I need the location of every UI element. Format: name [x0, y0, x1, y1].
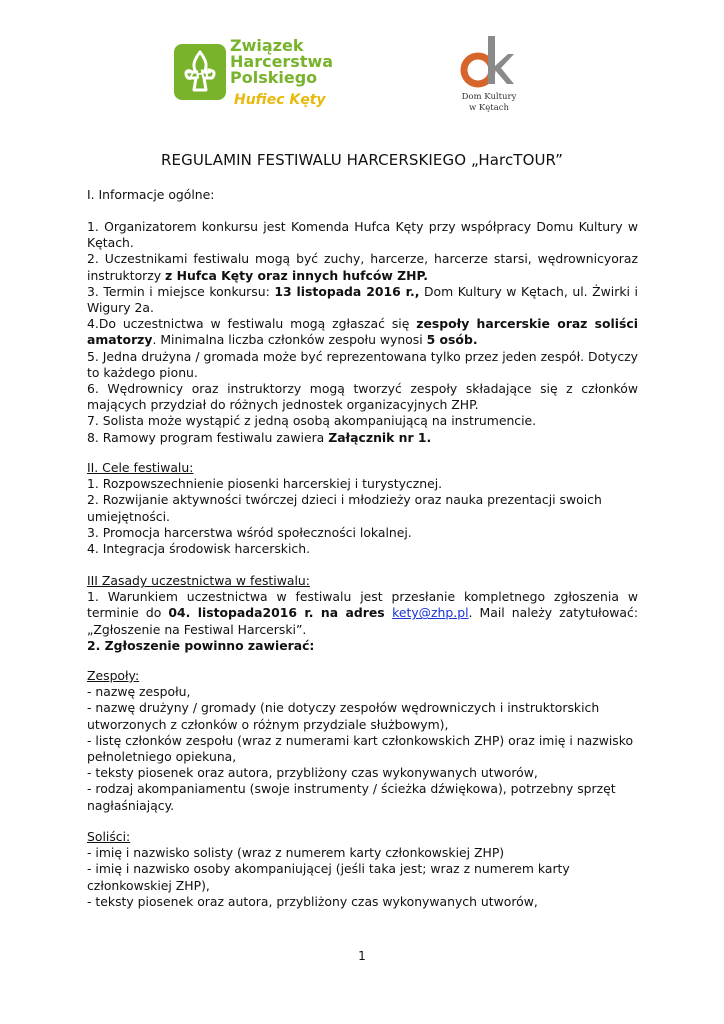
section-1-heading: I. Informacje ogólne:	[87, 187, 215, 202]
zhp-hufiec-kety-logo	[174, 38, 344, 118]
zhp-badge-text: ZHP	[186, 65, 214, 84]
section-1-point-7: 7. Solista może wystąpić z jedną osobą akompaniującą na instrumencie.	[87, 413, 537, 429]
zespoly-item: - rodzaj akompaniamentu (swoje instrumenty / ścieżka dźwiękowa), potrzebny sprzęt nagłaśniający.	[87, 781, 616, 813]
section-1-point-5: 5. Jedna drużyna / gromada może być reprezentowana tylko przez jeden zespół. Dotyczy to każdego pionu.	[87, 348, 638, 380]
point-8-text: 8. Ramowy program festiwalu zawiera	[87, 429, 329, 445]
dk-caption-line-2: w Kętach	[468, 103, 510, 113]
zespoly-item: - teksty piosenek oraz autora, przybliżony czas wykonywanych utworów,	[87, 765, 538, 781]
section-1-point-1: 1. Organizatorem konkursu jest Komenda Hufca Kęty przy współpracy Domu Kultury w Kętach.	[87, 219, 638, 251]
zhp-line-3: Polskiego	[230, 68, 318, 87]
point-4-bold: zespoły harcerskie oraz soliści amatorzy	[87, 316, 638, 348]
point-8-attachment: Załącznik nr 1.	[328, 429, 432, 445]
solisci-item: - imię i nazwisko solisty (wraz z numerem karty członkowskiej ZHP)	[87, 845, 505, 861]
zhp-line-1: Związek	[230, 36, 304, 55]
section-2	[87, 460, 638, 557]
point-2-text: 2. Uczestnikami festiwalu mogą być zuchy, harcerze, harcerze starsi, wędrownicyoraz instruktorzy	[87, 251, 638, 283]
zhp-lily-badge-icon	[174, 44, 226, 100]
section-2-item: 3. Promocja harcerstwa wśród społeczności lokalnej.	[87, 524, 412, 540]
section-1-body	[87, 219, 638, 446]
point-4-count: 5 osób.	[426, 332, 478, 348]
section-1-point-4	[87, 316, 638, 348]
section-1-point-2	[87, 251, 638, 283]
solisci-section	[87, 829, 638, 910]
page-number: 1	[358, 949, 366, 963]
section-1	[87, 187, 638, 203]
solisci-item: - teksty piosenek oraz autora, przybliżony czas wykonywanych utworów,	[87, 893, 538, 909]
point-4-text: 4.Do uczestnictwa w festiwalu mogą zgłaszać się	[87, 316, 417, 332]
dk-caption-line-1: Dom Kultury	[461, 92, 517, 102]
section-3-deadline: 04. listopada2016 r. na adres	[168, 605, 393, 621]
section-3-point-2: 2. Zgłoszenie powinno zawierać:	[87, 637, 315, 653]
zespoly-section	[87, 668, 638, 814]
section-3-point-1-text: 1. Warunkiem uczestnictwa w festiwalu jest przesłanie kompletnego zgłoszenia w terminie do	[87, 589, 638, 621]
section-2-item: 2. Rozwijanie aktywności twórczej dzieci i młodzieży oraz nauka prezentacji swoich umiejętności.	[87, 492, 602, 524]
section-3-point-1-end: . Mail należy zatytułować: „Zgłoszenie na Festiwal Harcerski”.	[87, 605, 638, 637]
section-1-point-3	[87, 284, 638, 316]
section-1-point-8	[87, 430, 638, 446]
zespoly-item: - listę członków zespołu (wraz z numerami kart członkowskich ZHP) oraz imię i nazwisko pełnoletniego opiekuna,	[87, 732, 634, 765]
section-2-heading: II. Cele festiwalu:	[87, 460, 194, 475]
section-3-point-1	[87, 589, 638, 638]
zespoly-item: - nazwę drużyny / gromady (nie dotyczy zespołów wędrowniczych i instruktorskich utworzonych z członków o różnym przydziale służbowym),	[87, 700, 600, 732]
point-4-text-2: . Minimalna liczba członków zespołu wynosi	[152, 332, 427, 348]
document-title: REGULAMIN FESTIWALU HARCERSKIEGO „HarcTOUR”	[161, 151, 563, 169]
point-3-place: Dom Kultury w Kętach, ul. Żwirki i Wigury 2a.	[87, 283, 638, 316]
dk-mark-icon	[444, 32, 534, 92]
solisci-heading: Soliści:	[87, 829, 131, 844]
dom-kultury-logo	[444, 32, 534, 122]
section-1-point-6: 6. Wędrownicy oraz instruktorzy mogą tworzyć zespoły składające się z członków mających przydział do różnych jednostek organizacyjnych ZHP.	[87, 381, 638, 413]
solisci-item: - imię i nazwisko osoby akompaniującej (jeśli taka jest; wraz z numerem karty członkowskiej ZHP),	[87, 861, 570, 893]
section-2-item: 1. Rozpowszechnienie piosenki harcerskiej i turystycznej.	[87, 476, 443, 492]
section-2-item: 4. Integracja środowisk harcerskich.	[87, 541, 311, 557]
zespoly-heading: Zespoły:	[87, 668, 140, 683]
zespoly-item: - nazwę zespołu,	[87, 684, 191, 700]
zhp-hufiec-name: Hufiec Kęty	[234, 92, 326, 108]
point-3-date: 13 listopada 2016 r.,	[274, 283, 420, 299]
zhp-line-2: Harcerstwa	[230, 52, 334, 71]
email-link[interactable]: kety@zhp.pl	[392, 605, 469, 621]
point-2-bold: z Hufca Kęty oraz innych hufców ZHP.	[165, 267, 428, 283]
section-3-heading: III Zasady uczestnictwa w festiwalu:	[87, 573, 310, 588]
point-3-text: 3. Termin i miejsce konkursu:	[87, 283, 275, 299]
section-3	[87, 573, 638, 654]
